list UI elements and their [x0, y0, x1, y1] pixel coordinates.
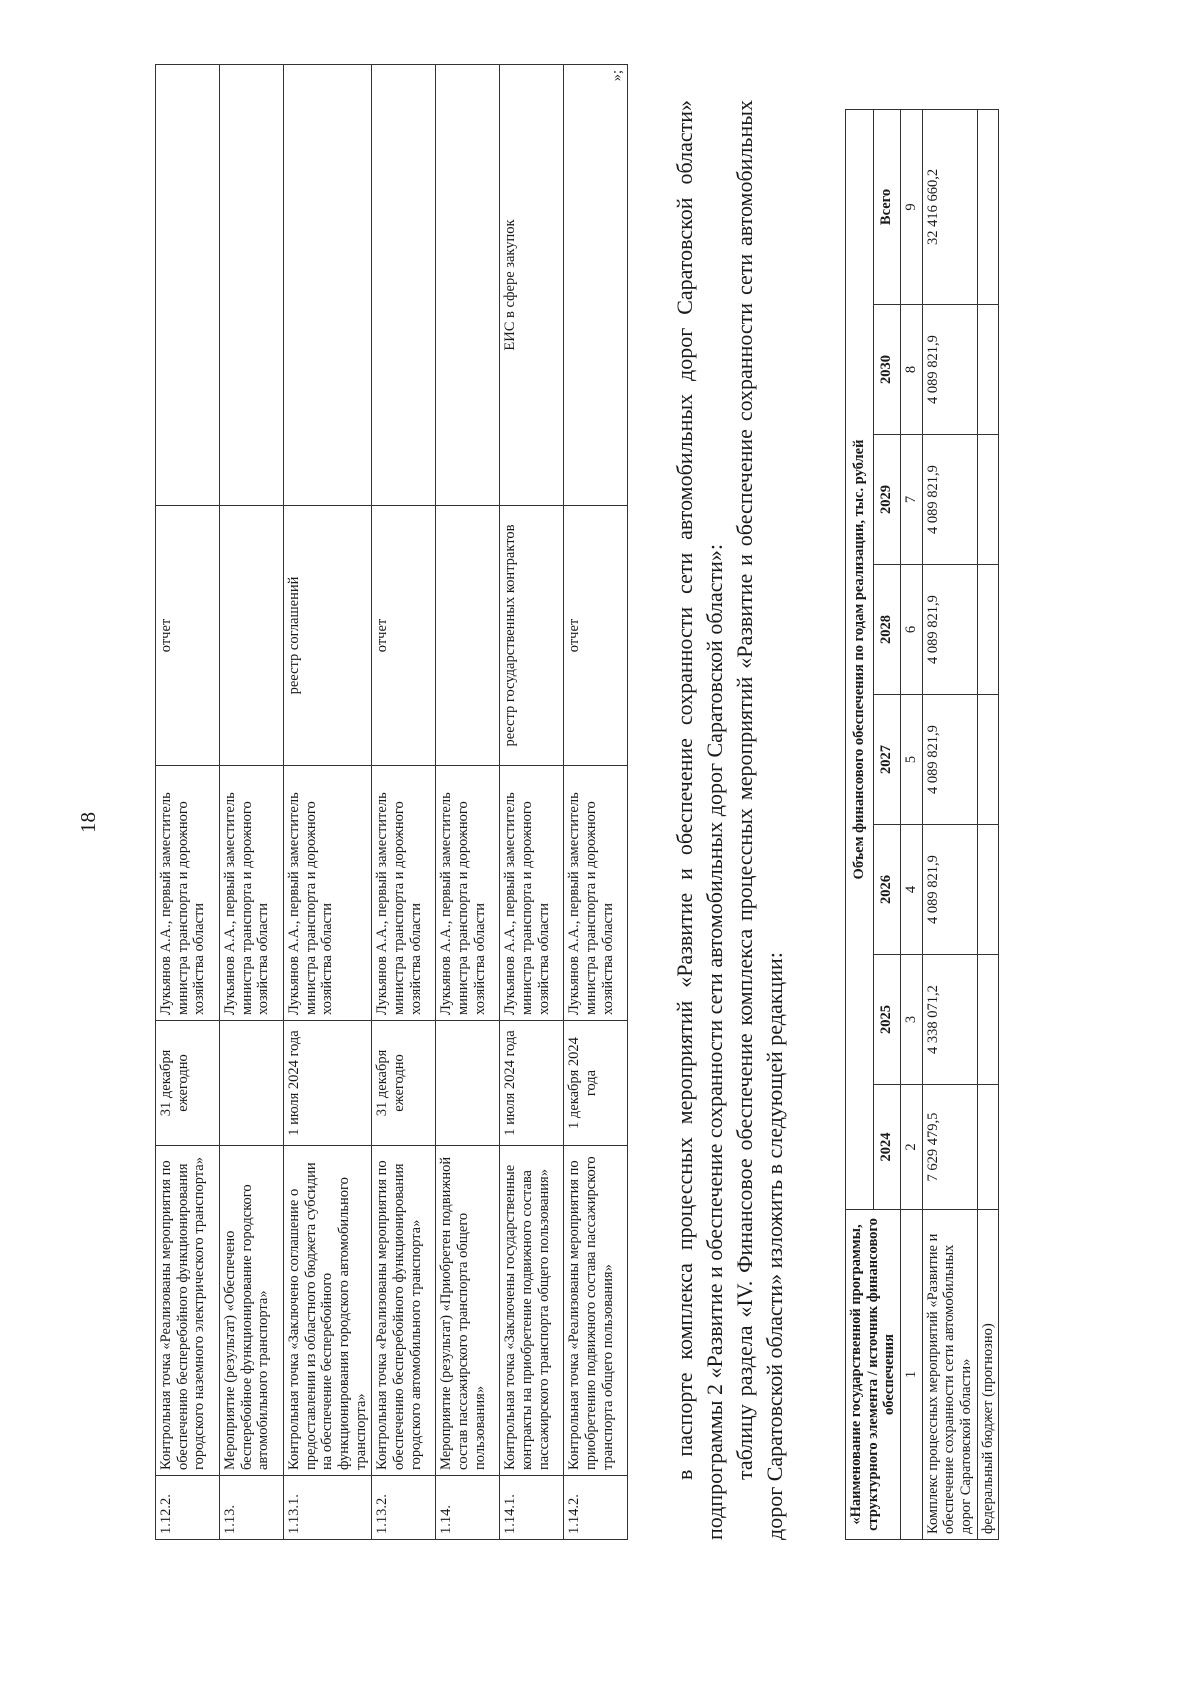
column-number: 5 — [901, 695, 923, 825]
row-value: 4 089 821,9 — [922, 825, 977, 955]
row-date: 1 июля 2024 года — [284, 1021, 372, 1146]
page-number: 18 — [76, 812, 100, 833]
row-responsible: Лукьянов А.А., первый заместитель министра транспорта и дорожного хозяйства области — [156, 766, 220, 1021]
row-date: 31 декабря ежегодно — [372, 1021, 436, 1146]
row-name: Комплекс процессных мероприятий «Развитие и обеспечение сохранности сети автомобильных дорог Саратовской области» — [922, 1210, 977, 1540]
paragraph-table-section: таблицу раздела «IV. Финансовое обеспечение комплекса процессных мероприятий «Развитие и обеспечение сохранности сети автомобильных дорог Саратовской области» изложить в следующей редакции: — [732, 100, 787, 1540]
row-value — [977, 109, 999, 304]
row-system — [220, 65, 284, 506]
header-year: 2027 — [873, 695, 901, 825]
column-number: 3 — [901, 955, 923, 1085]
row-responsible: Лукьянов А.А., первый заместитель министра транспорта и дорожного хозяйства области — [564, 766, 628, 1021]
header-year: Всего — [873, 109, 901, 304]
table-row — [977, 109, 999, 1539]
row-responsible: Лукьянов А.А., первый заместитель министра транспорта и дорожного хозяйства области — [372, 766, 436, 1021]
row-name: Контрольная точка «Реализованы мероприятия по приобретению подвижного состава пассажирского транспорта общего пользования» — [564, 1146, 628, 1476]
row-name: Контрольная точка «Реализованы мероприятия по обеспечению бесперебойного функционирования городского автомобильного транспорта» — [372, 1146, 436, 1476]
row-value: 4 089 821,9 — [922, 695, 977, 825]
header-name: «Наименование государственной программы, структурного элемента / источник финансового обеспечения — [846, 1210, 901, 1540]
financing-table — [845, 109, 999, 1540]
row-document: отчет — [372, 506, 436, 766]
row-value: 4 338 071,2 — [922, 955, 977, 1085]
row-number: 1.12.2. — [156, 1476, 220, 1540]
row-document: реестр государственных контрактов — [500, 506, 564, 766]
row-value — [977, 1085, 999, 1210]
row-name: федеральный бюджет (прогнозно) — [977, 1210, 999, 1540]
header-year: 2025 — [873, 955, 901, 1085]
amendment-text — [670, 100, 790, 1540]
row-date: 1 декабря 2024 года — [564, 1021, 628, 1146]
row-value — [977, 305, 999, 435]
row-value — [977, 435, 999, 565]
column-number: 9 — [901, 109, 923, 304]
table-row — [156, 65, 220, 1540]
control-points-table — [155, 64, 628, 1540]
row-date: 1 июля 2024 года — [500, 1021, 564, 1146]
row-number: 1.13. — [220, 1476, 284, 1540]
column-number: 4 — [901, 825, 923, 955]
row-number: 1.13.1. — [284, 1476, 372, 1540]
header-group: Объем финансового обеспечения по годам реализации, тыс. рублей — [846, 109, 874, 1209]
header-year: 2028 — [873, 565, 901, 695]
row-system — [284, 65, 372, 506]
row-value: 4 089 821,9 — [922, 565, 977, 695]
header-year: 2024 — [873, 1085, 901, 1210]
row-number: 1.13.2. — [372, 1476, 436, 1540]
rotated-content — [155, 50, 1055, 1540]
row-document: отчет — [564, 506, 628, 766]
row-system — [372, 65, 436, 506]
row-number: 1.14.2. — [564, 1476, 628, 1540]
row-name: Контрольная точка «Заключено соглашение о предоставлении из областного бюджета субсидии на обеспечение бесперебойного функционирования городского автомобильного транспорта» — [284, 1146, 372, 1476]
row-name: Мероприятие (результат) «Обеспечено бесперебойное функционирование городского автомобильного транспорта» — [220, 1146, 284, 1476]
row-value — [977, 565, 999, 695]
row-number: 1.14. — [436, 1476, 500, 1540]
row-date — [436, 1021, 500, 1146]
column-number: 1 — [901, 1210, 923, 1540]
row-date — [220, 1021, 284, 1146]
row-document — [436, 506, 500, 766]
header-year: 2029 — [873, 435, 901, 565]
table-row — [220, 65, 284, 1540]
row-system — [156, 65, 220, 506]
row-value — [977, 695, 999, 825]
column-number: 8 — [901, 305, 923, 435]
row-document — [220, 506, 284, 766]
row-system: ЕИС в сфере закупок — [500, 65, 564, 506]
table-row — [564, 65, 628, 1540]
row-value — [977, 955, 999, 1085]
row-value: 4 089 821,9 — [922, 435, 977, 565]
table-row — [436, 65, 500, 1540]
row-system: »; — [564, 65, 628, 506]
table-row — [922, 109, 977, 1539]
row-responsible: Лукьянов А.А., первый заместитель министра транспорта и дорожного хозяйства области — [436, 766, 500, 1021]
column-number: 6 — [901, 565, 923, 695]
row-system — [436, 65, 500, 506]
row-date: 31 декабря ежегодно — [156, 1021, 220, 1146]
row-value: 7 629 479,5 — [922, 1085, 977, 1210]
row-name: Мероприятие (результат) «Приобретен подвижной состав пассажирского транспорта общего пользования» — [436, 1146, 500, 1476]
row-responsible: Лукьянов А.А., первый заместитель министра транспорта и дорожного хозяйства области — [284, 766, 372, 1021]
paragraph-passport: в паспорте комплекса процессных мероприятий «Развитие и обеспечение сохранности сети автомобильных дорог Саратовской области» подпрограммы 2 «Развитие и обеспечение сохранности сети автомобильных дорог Саратовской области»: — [672, 100, 727, 1540]
row-value: 4 089 821,9 — [922, 305, 977, 435]
row-name: Контрольная точка «Заключены государственные контракты на приобретение подвижного состава пассажирского транспорта общего пользования» — [500, 1146, 564, 1476]
column-number: 7 — [901, 435, 923, 565]
table-row — [500, 65, 564, 1540]
row-responsible: Лукьянов А.А., первый заместитель министра транспорта и дорожного хозяйства области — [220, 766, 284, 1021]
row-name: Контрольная точка «Реализованы мероприятия по обеспечению бесперебойного функционирования городского наземного электрического транспорта» — [156, 1146, 220, 1476]
table-row — [372, 65, 436, 1540]
column-number: 2 — [901, 1085, 923, 1210]
row-number: 1.14.1. — [500, 1476, 564, 1540]
table-row — [284, 65, 372, 1540]
row-document: реестр соглашений — [284, 506, 372, 766]
row-value — [977, 825, 999, 955]
row-document: отчет — [156, 506, 220, 766]
header-year: 2030 — [873, 305, 901, 435]
row-value: 32 416 660,2 — [922, 109, 977, 304]
header-year: 2026 — [873, 825, 901, 955]
row-responsible: Лукьянов А.А., первый заместитель министра транспорта и дорожного хозяйства области — [500, 766, 564, 1021]
